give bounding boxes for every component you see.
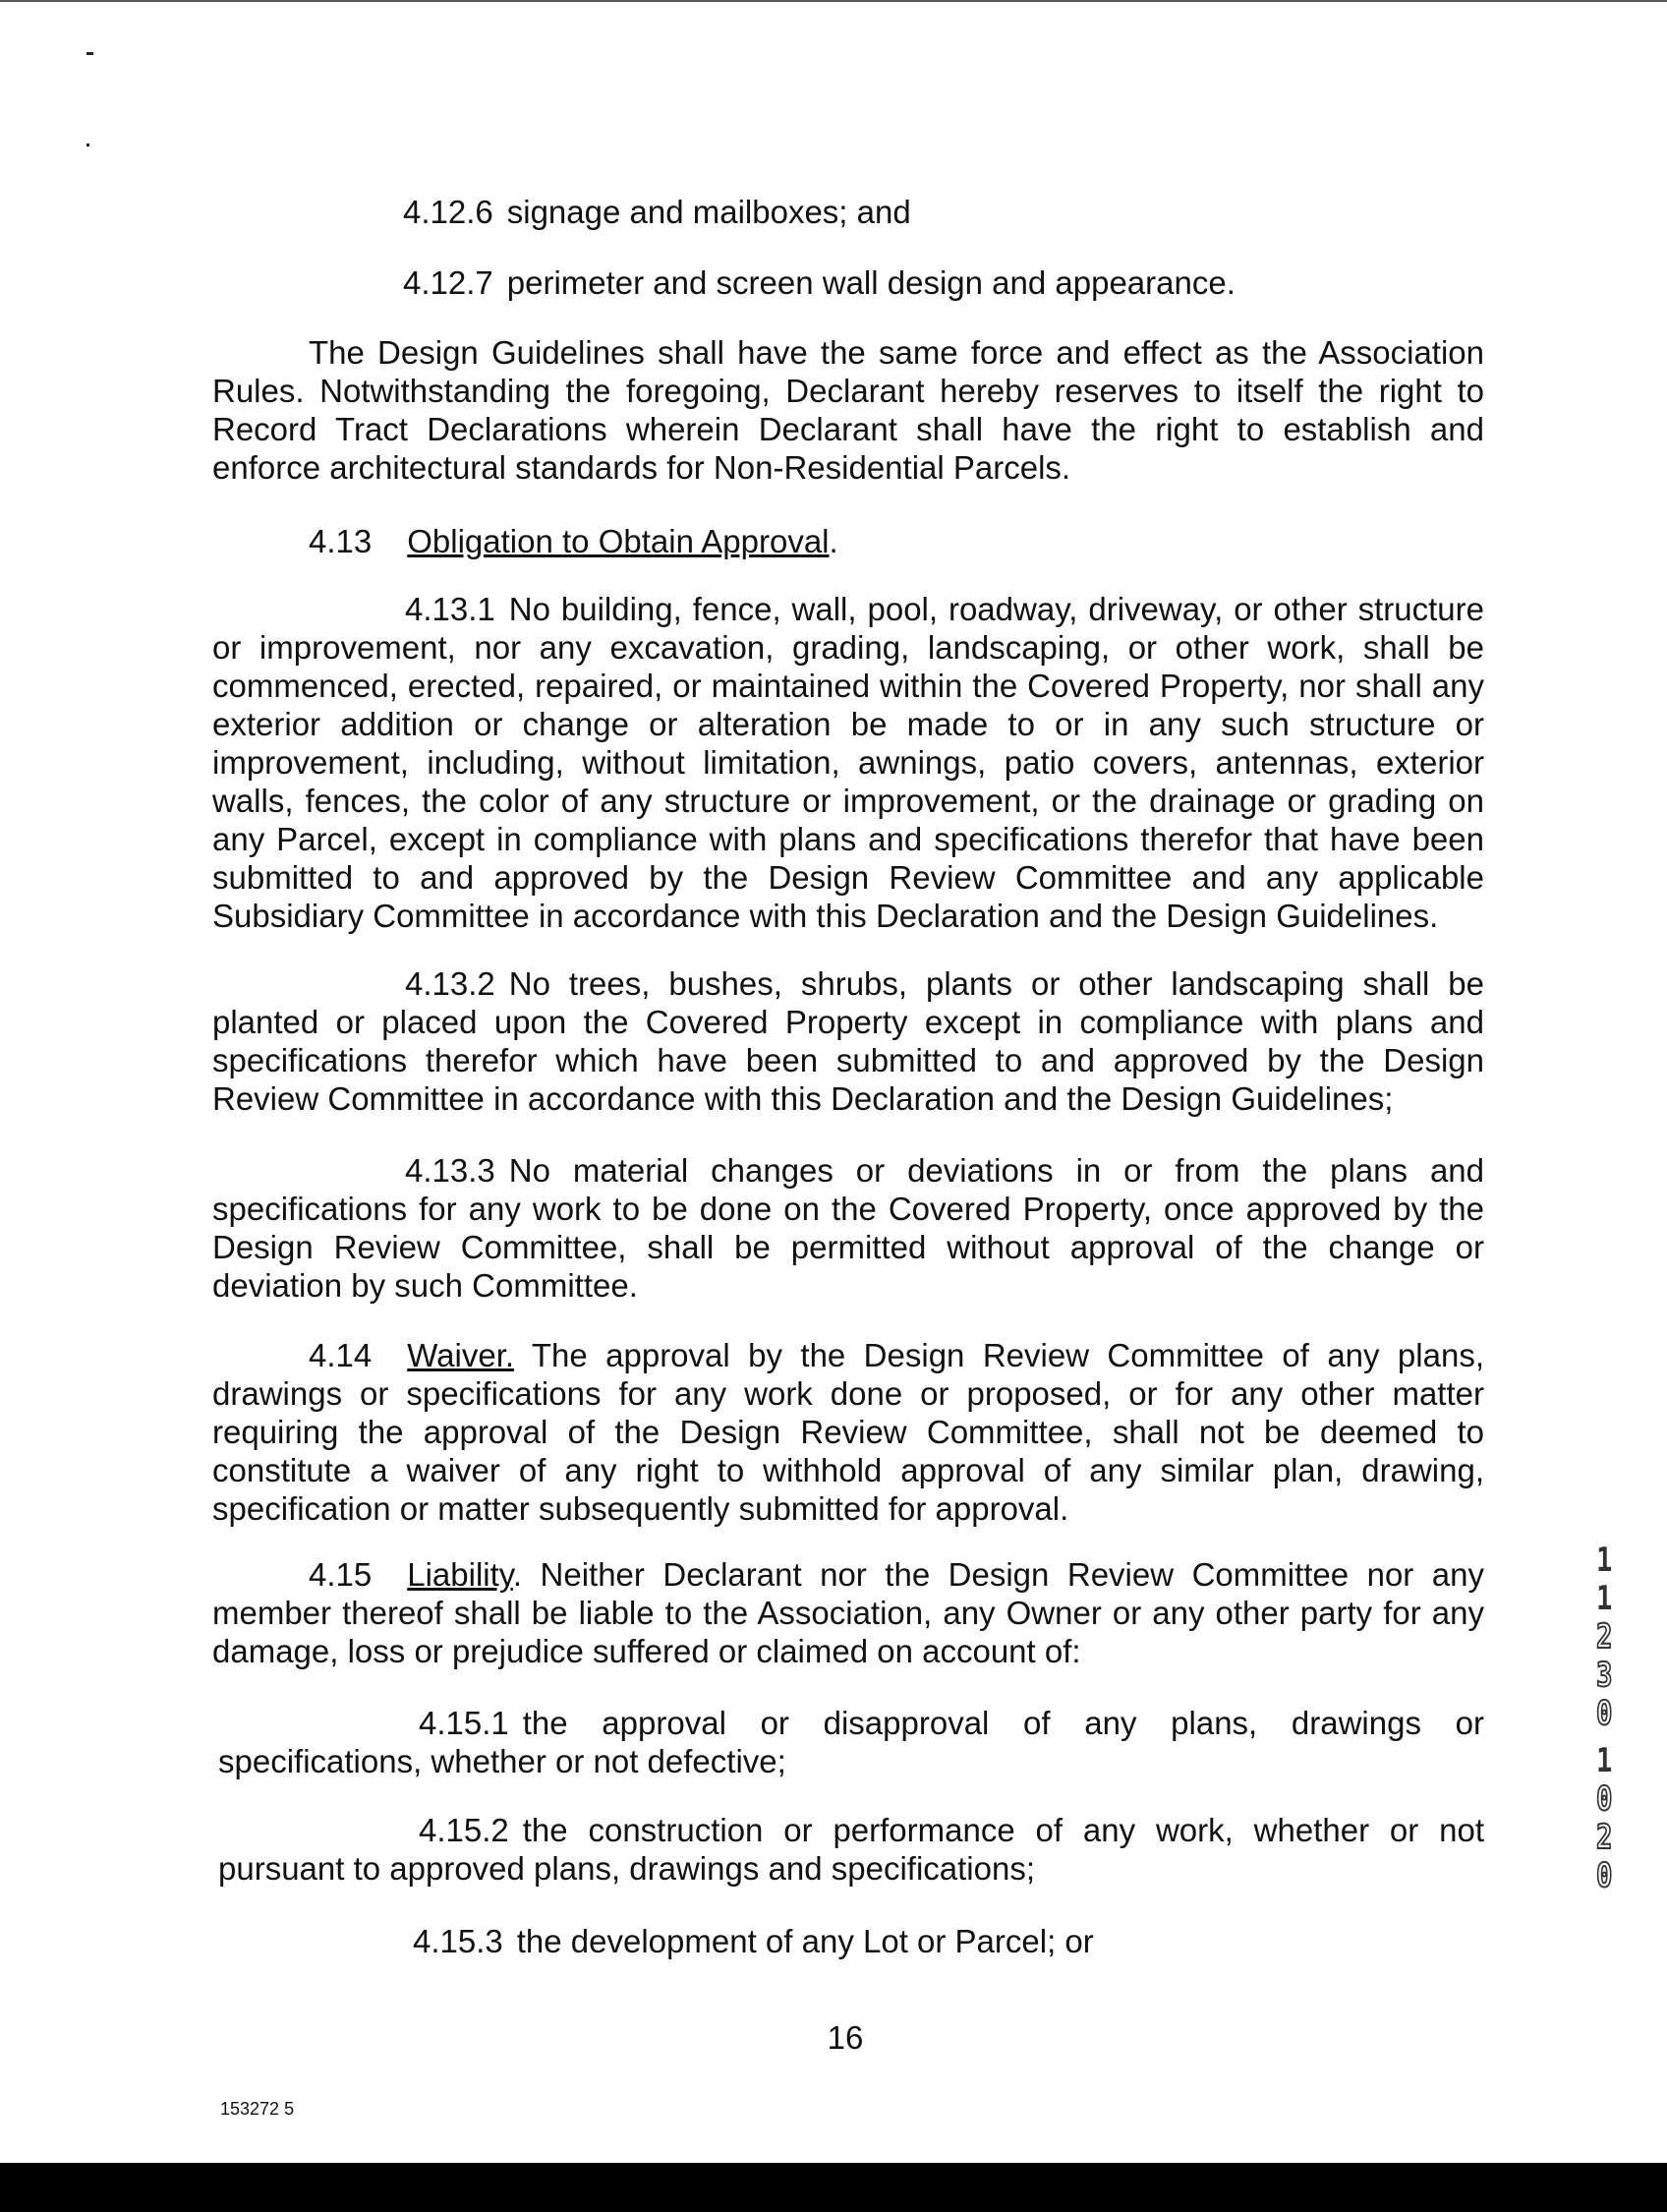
paragraph-text: the construction or performance of any work, whether or not pursuant to approved plans, drawings and specifications; [218,1812,1484,1887]
paragraph-4-12-7 [403,263,1484,302]
section-heading: Waiver. [407,1337,515,1373]
page-number: 16 [827,2019,864,2056]
paragraph-4-15-2 [218,1811,1484,1888]
document-id: 153272 5 [220,2099,295,2119]
paragraph-text: No material changes or deviations in or from the plans and specifications for any work to be done on the Covered Property, once approved by the Design Review Committee, shall be permitted without approval of the change or deviation by such Committee. [212,1152,1484,1304]
paragraph-text: No building, fence, wall, pool, roadway, driveway, or other structure or improvement, nor any excavation, grading, landscaping, or other work, shall be commenced, erected, repaired, or maintained within the Covered Property, nor shall any exterior addition or change or alteration be made to or in any such structure or improvement, including, without limitation, awnings, patio covers, antennas, exterior walls, fences, the color of any structure or improvement, or the drainage or grading on any Parcel, except in compliance with plans and specifications therefor that have been submitted to and approved by the Design Review Committee and any applicable Subsidiary Committee in accordance with this Declaration and the Design Guidelines. [212,591,1484,934]
bottom-scan-edge [0,2163,1667,2212]
section-number: 4.13.3 [405,1152,495,1189]
stamp-digit: 2 [1595,1818,1613,1857]
heading-punctuation: . [829,523,838,559]
section-number: 4.13.1 [405,591,495,627]
stamp-digit: 1 [1595,1541,1613,1580]
stamp-digit: 2 [1595,1617,1613,1657]
recording-stamp-top [1584,1542,1624,1733]
top-scan-edge [0,0,1667,2]
paragraph-text: No trees, bushes, shrubs, plants or other landscaping shall be planted or placed upon the Covered Property except in compliance with plans and specifications therefor which have been submitted to and approved by the Design Review Committee in accordance with this Declaration and the Design Guidelines; [212,965,1484,1117]
section-number: 4.15.3 [413,1923,503,1959]
paragraph-design-guidelines [212,333,1484,487]
section-heading-4-13 [309,522,1484,560]
section-heading: Liability [407,1556,513,1593]
paragraph-4-15-3 [413,1922,1484,1960]
section-number: 4.15.1 [419,1705,509,1741]
section-heading: Obligation to Obtain Approval [407,523,830,559]
stamp-digit: 1 [1595,1741,1613,1780]
stamp-digit: 3 [1595,1656,1613,1695]
section-number: 4.12.6 [403,194,493,230]
paragraph-text: The Design Guidelines shall have the same force and effect as the Association Rules. Notwithstanding the foregoing, Declarant hereby reserves to itself the right to Record Tract Declarations wherein Declarant shall have the right to establish and enforce architectural standards for Non-Residential Parcels. [212,334,1484,486]
paragraph-4-15 [212,1555,1484,1670]
paragraph-text: signage and mailboxes; and [506,194,911,230]
stamp-digit: 0 [1595,1856,1613,1895]
paragraph-text: . Neither Declarant nor the Design Review Committee nor any member thereof shall be liable to the Association, any Owner or any other party for any damage, loss or prejudice suffered or claimed on account of: [212,1556,1484,1669]
scan-speck [86,52,93,55]
section-number: 4.15 [309,1556,373,1593]
section-number: 4.15.2 [419,1812,509,1848]
section-number: 4.12.7 [403,264,493,301]
paragraph-text: the development of any Lot or Parcel; or [516,1923,1094,1959]
recording-stamp-bottom [1584,1742,1624,1895]
paragraph-text: The approval by the Design Review Committee of any plans, drawings or specifications for any work done or proposed, or for any other matter requiring the approval of the Design Review Committee, shall not be deemed to constitute a waiver of any right to withhold approval of any similar plan, drawing, specification or matter subsequently submitted for approval. [212,1337,1484,1527]
paragraph-4-13-1 [212,590,1484,935]
paragraph-text: perimeter and screen wall design and appearance. [506,264,1236,301]
paragraph-4-14 [212,1336,1484,1528]
paragraph-text: the approval or disapproval of any plans, drawings or specifications, whether or not defective; [218,1705,1484,1779]
paragraph-4-12-6 [403,193,1484,231]
paragraph-4-15-1 [218,1704,1484,1780]
stamp-digit: 0 [1595,1779,1613,1819]
paragraph-4-13-3 [212,1151,1484,1305]
paragraph-4-13-2 [212,964,1484,1118]
scan-speck [86,144,89,146]
stamp-digit: 1 [1595,1579,1613,1618]
section-number: 4.14 [309,1337,373,1373]
section-number: 4.13 [309,523,373,559]
section-number: 4.13.2 [405,965,495,1002]
stamp-digit: 0 [1595,1694,1613,1733]
